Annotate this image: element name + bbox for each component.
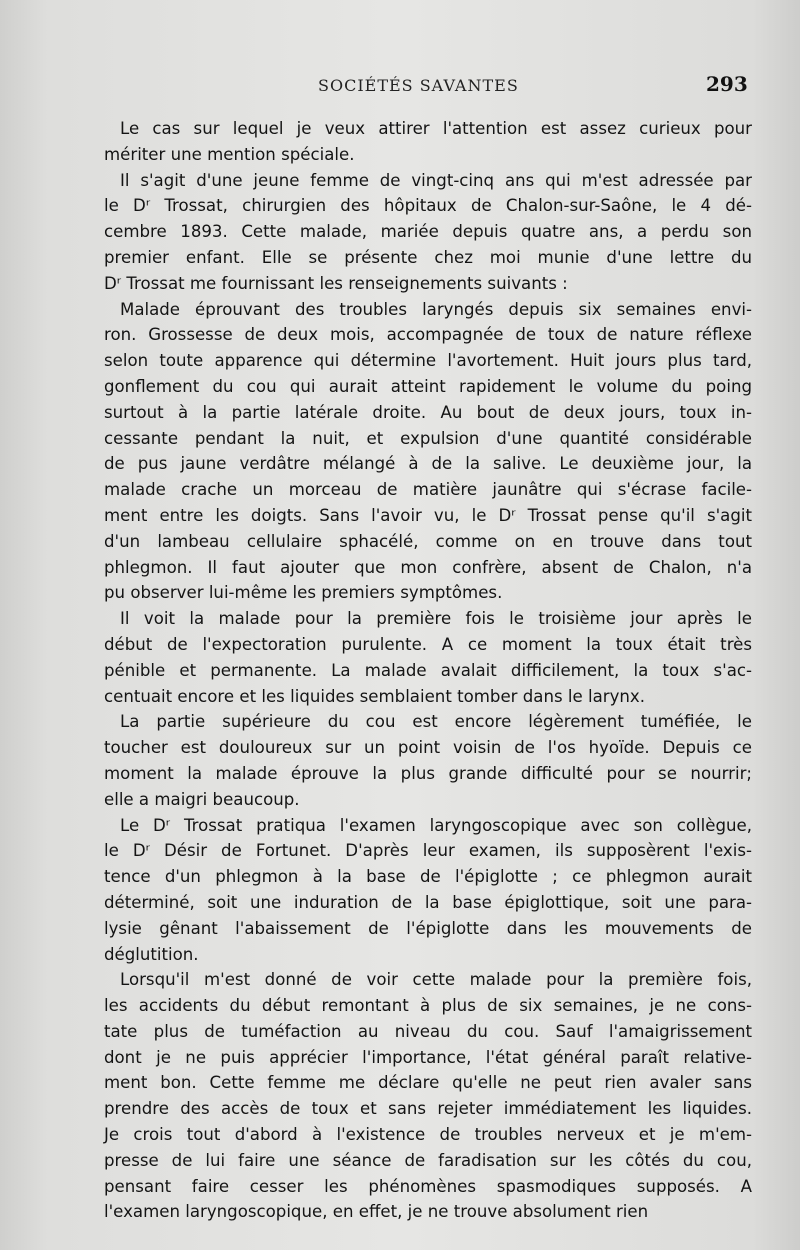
paragraph [104, 967, 752, 1225]
text-line: pensant faire cesser les phénomènes spasmodiques supposés. A [104, 1176, 752, 1196]
text-line: presse de lui faire une séance de faradisation sur les côtés du cou, [104, 1150, 752, 1170]
text-line: ron. Grossesse de deux mois, accompagnée de toux de nature réflexe [104, 325, 752, 345]
text-line: Le cas sur lequel je veux attirer l'attention est assez curieux pour [120, 119, 752, 138]
text-line: Je crois tout d'abord à l'existence de troubles nerveux et je m'em- [104, 1125, 752, 1145]
text-line: dont je ne puis apprécier l'importance, l'état général paraît relative- [104, 1047, 752, 1067]
text-line: Le Dʳ Trossat pratiqua l'examen laryngoscopique avec son collègue, [120, 815, 752, 835]
running-head: SOCIÉTÉS SAVANTES [318, 76, 519, 95]
text-line: selon toute apparence qui détermine l'avortement. Huit jours plus tard, [104, 351, 752, 371]
paragraph [104, 297, 752, 607]
text-line: mériter une mention spéciale. [104, 144, 355, 164]
text-line: phlegmon. Il faut ajouter que mon confrère, absent de Chalon, n'a [104, 557, 752, 577]
text-line: centuait encore et les liquides semblaient tomber dans le larynx. [104, 686, 646, 706]
body-text [104, 116, 752, 1225]
text-line: cessante pendant la nuit, et expulsion d'une quantité considérable [104, 428, 752, 448]
text-line: gonflement du cou qui aurait atteint rapidement le volume du poing [104, 376, 752, 396]
text-line: cembre 1893. Cette malade, mariée depuis quatre ans, a perdu son [104, 222, 752, 242]
text-line: tence d'un phlegmon à la base de l'épiglotte ; ce phlegmon aurait [104, 867, 752, 887]
page-header [0, 72, 800, 102]
text-line: le Dʳ Désir de Fortunet. D'après leur examen, ils supposèrent l'exis- [104, 841, 752, 861]
text-line: tate plus de tuméfaction au niveau du cou. Sauf l'amaigrissement [104, 1021, 752, 1041]
paragraph [104, 813, 752, 968]
text-line: ment entre les doigts. Sans l'avoir vu, le Dʳ Trossat pense qu'il s'agit [104, 505, 752, 525]
text-line: Il s'agit d'une jeune femme de vingt-cinq ans qui m'est adressée par [120, 170, 752, 190]
paragraph [104, 606, 752, 709]
text-line: toucher est douloureux sur un point voisin de l'os hyoïde. Depuis ce [104, 738, 752, 758]
page-number: 293 [706, 72, 748, 96]
text-line: début de l'expectoration purulente. A ce moment la toux était très [104, 634, 752, 654]
text-line: pu observer lui-même les premiers symptômes. [104, 583, 503, 603]
text-line: La partie supérieure du cou est encore légèrement tuméfiée, le [120, 712, 752, 732]
text-line: elle a maigri beaucoup. [104, 789, 300, 809]
text-line: malade crache un morceau de matière jaunâtre qui s'écrase facile- [104, 480, 752, 500]
text-line: surtout à la partie latérale droite. Au bout de deux jours, toux in- [104, 402, 752, 422]
text-line: Lorsqu'il m'est donné de voir cette malade pour la première fois, [120, 970, 752, 990]
text-line: premier enfant. Elle se présente chez moi munie d'une lettre du [104, 247, 752, 267]
text-line: pénible et permanente. La malade avalait difficilement, la toux s'ac- [104, 660, 752, 680]
paragraph [104, 168, 752, 297]
text-line: les accidents du début remontant à plus de six semaines, je ne cons- [104, 996, 752, 1016]
text-line: Il voit la malade pour la première fois le troisième jour après le [120, 609, 752, 629]
text-line: de pus jaune verdâtre mélangé à de la salive. Le deuxième jour, la [104, 454, 752, 474]
paragraph [104, 709, 752, 812]
text-line: le Dʳ Trossat, chirurgien des hôpitaux de Chalon-sur-Saône, le 4 dé- [104, 196, 752, 216]
text-line: ment bon. Cette femme me déclare qu'elle ne peut rien avaler sans [104, 1073, 752, 1093]
text-line: l'examen laryngoscopique, en effet, je ne trouve absolument rien [104, 1202, 649, 1222]
text-line: lysie gênant l'abaissement de l'épiglotte dans les mouvements de [104, 918, 752, 938]
text-line: prendre des accès de toux et sans rejeter immédiatement les liquides. [104, 1099, 752, 1119]
text-line: déterminé, soit une induration de la base épiglottique, soit une para- [104, 892, 752, 912]
text-line: d'un lambeau cellulaire sphacélé, comme on en trouve dans tout [104, 531, 752, 551]
text-line: Dʳ Trossat me fournissant les renseignements suivants : [104, 273, 568, 293]
paragraph [104, 116, 752, 168]
text-line: moment la malade éprouve la plus grande difficulté pour se nourrir; [104, 763, 752, 783]
text-line: déglutition. [104, 944, 199, 964]
text-line: Malade éprouvant des troubles laryngés depuis six semaines envi- [120, 299, 752, 319]
